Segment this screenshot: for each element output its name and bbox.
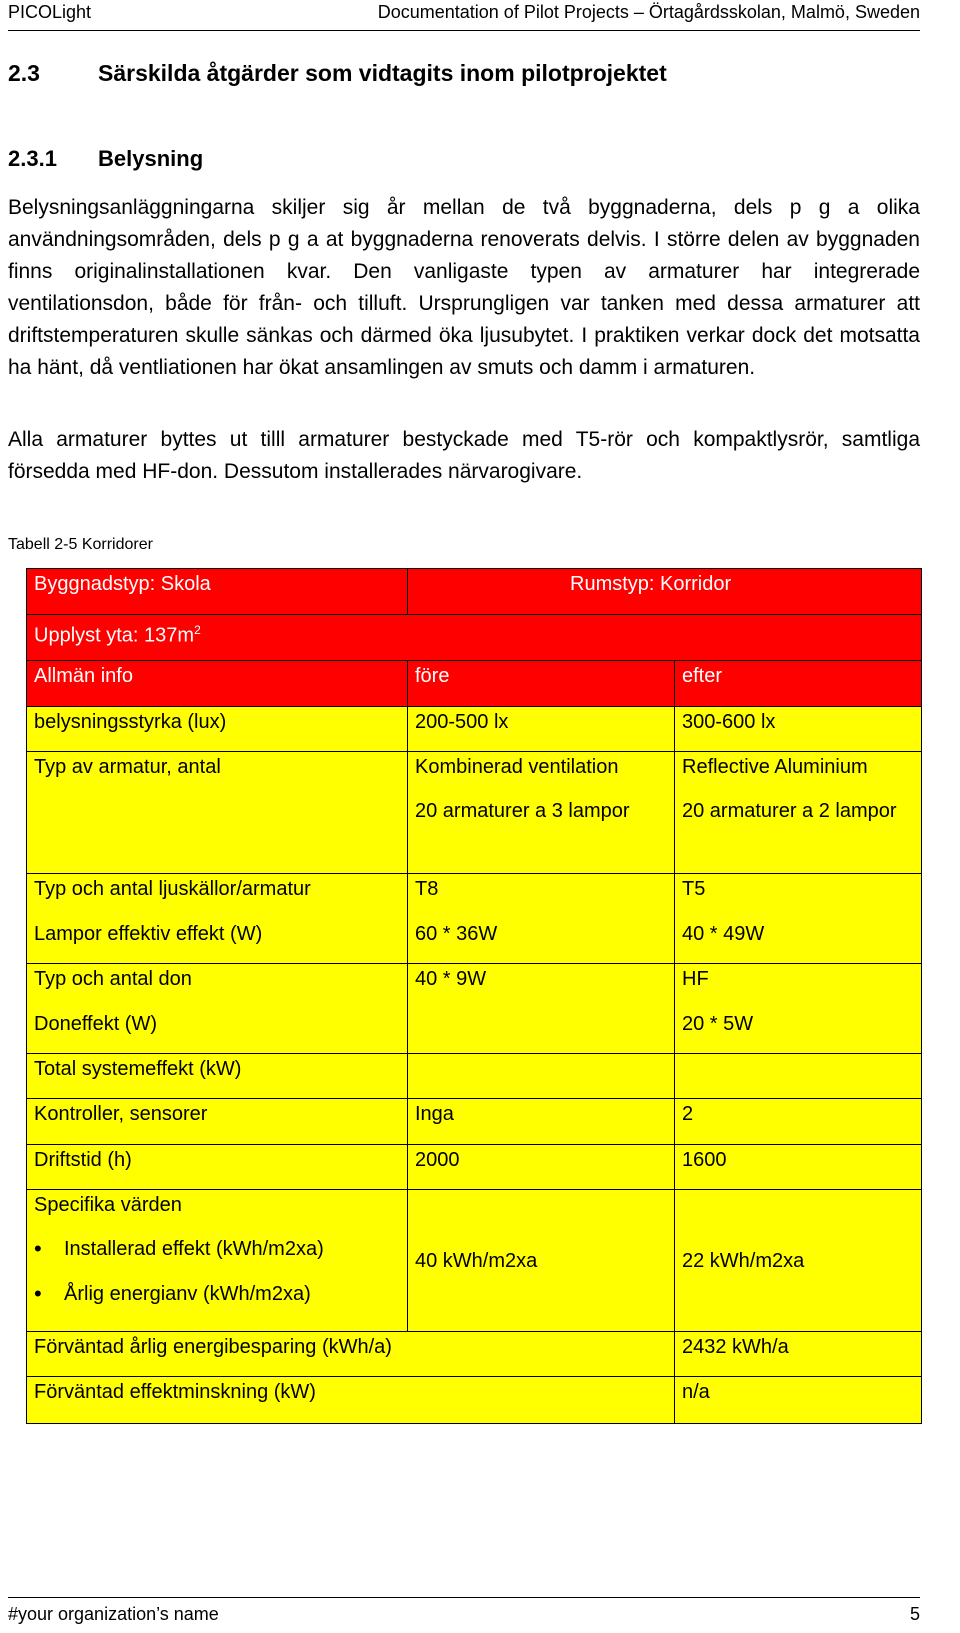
table-row bbox=[27, 1099, 922, 1145]
header-cell: efter bbox=[675, 661, 922, 707]
building-type-cell: Byggnadstyp: Skola bbox=[27, 569, 408, 615]
table-cell bbox=[27, 1190, 408, 1332]
page-number: 5 bbox=[909, 1604, 920, 1624]
table-row bbox=[27, 1332, 922, 1377]
table-cell: Inga bbox=[408, 1099, 675, 1145]
specific-bullet: • Installerad effekt (kWh/m2xa) bbox=[34, 1234, 400, 1264]
table-row bbox=[27, 1377, 922, 1424]
section-heading bbox=[8, 60, 667, 87]
header-cell: Allmän info bbox=[27, 661, 408, 707]
table-cell bbox=[408, 874, 675, 964]
table-cell: 2432 kWh/a bbox=[675, 1332, 922, 1377]
table-cell: Förväntad årlig energibesparing (kWh/a) bbox=[27, 1332, 675, 1377]
paragraph-2: Alla armaturer byttes ut tilll armaturer bestyckade med T5-rör och kompaktlysrör, samtliga försedda med HF-don. Dessutom installerades närvarogivare. bbox=[8, 428, 920, 483]
table-cell: 300-600 lx bbox=[675, 707, 922, 752]
table-cell: Kontroller, sensorer bbox=[27, 1099, 408, 1145]
table-cell bbox=[27, 874, 408, 964]
lamp-before-type: T8 bbox=[415, 878, 439, 900]
table-cell bbox=[675, 964, 922, 1054]
specific-bullet: • Årlig energianv (kWh/m2xa) bbox=[34, 1279, 400, 1309]
section-number: 2.3 bbox=[8, 60, 40, 86]
footer-left: #your organization’s name bbox=[8, 1604, 219, 1624]
table-row bbox=[27, 1054, 922, 1099]
table-cell: 40 kWh/m2xa bbox=[408, 1190, 675, 1332]
table-cell bbox=[675, 1054, 922, 1099]
table-cell: Total systemeffekt (kW) bbox=[27, 1054, 408, 1099]
table-cell: 22 kWh/m2xa bbox=[675, 1190, 922, 1332]
section-title: Särskilda åtgärder som vidtagits inom pilotprojektet bbox=[98, 60, 667, 86]
lamp-type-label: Typ och antal ljuskällor/armatur bbox=[34, 878, 311, 900]
fixture-after-count: 20 armaturer a 2 lampor bbox=[682, 800, 897, 822]
fixture-before-type: Kombinerad ventilation bbox=[415, 756, 619, 778]
table-cell: 2 bbox=[675, 1099, 922, 1145]
subsection-heading bbox=[8, 146, 203, 172]
table-cell bbox=[675, 752, 922, 874]
table-row bbox=[27, 615, 922, 661]
table-cell: Driftstid (h) bbox=[27, 1145, 408, 1190]
header-right: Documentation of Pilot Projects – Örtagårdsskolan, Malmö, Sweden bbox=[377, 2, 920, 22]
table-cell: Förväntad effektminskning (kW) bbox=[27, 1377, 675, 1424]
room-type-cell: Rumstyp: Korridor bbox=[408, 569, 922, 615]
header-cell: före bbox=[408, 661, 675, 707]
table-cell: n/a bbox=[675, 1377, 922, 1424]
paragraph-1: Belysningsanläggningarna skiljer sig år mellan de två byggnaderna, dels p g a olika användningsområden, dels p g a at byggnaderna renoverats delvis. I större delen av byggnaden finns originalinstallationen kvar. Den vanligaste typen av armaturer har integrerade ventilationsdon, både för från- och tilluft. Ursprungligen var tanken med dessa armaturer att driftstemperaturen skulle sänkas och därmed öka ljusubytet. I praktiken verkar dock det motsatta ha hänt, då ventliationen har ökat ansamlingen av smuts och damm i armaturen. bbox=[8, 196, 920, 379]
table-cell: 1600 bbox=[675, 1145, 922, 1190]
header-left: PICOLight bbox=[8, 2, 92, 22]
table-cell: 200-500 lx bbox=[408, 707, 675, 752]
table-row bbox=[27, 661, 922, 707]
subsection-title: Belysning bbox=[98, 146, 204, 171]
fixture-after-type: Reflective Aluminium bbox=[682, 756, 868, 778]
table-cell: belysningsstyrka (lux) bbox=[27, 707, 408, 752]
table-cell bbox=[408, 752, 675, 874]
table-caption: Tabell 2-5 Korridorer bbox=[8, 536, 153, 553]
table-cell bbox=[27, 964, 408, 1054]
table-cell bbox=[408, 1054, 675, 1099]
table-row bbox=[27, 707, 922, 752]
table-row bbox=[27, 1145, 922, 1190]
lamp-after-type: T5 bbox=[682, 878, 706, 900]
table-row bbox=[27, 1190, 922, 1332]
lamp-power-label: Lampor effektiv effekt (W) bbox=[34, 923, 263, 945]
area-cell bbox=[27, 615, 922, 661]
ballast-power-label: Doneffekt (W) bbox=[34, 1013, 157, 1035]
table-cell: Typ av armatur, antal bbox=[27, 752, 408, 874]
area-sup: 2 bbox=[194, 623, 201, 637]
fixture-before-count: 20 armaturer a 3 lampor bbox=[415, 800, 630, 822]
table-cell: 2000 bbox=[408, 1145, 675, 1190]
ballast-type-label: Typ och antal don bbox=[34, 968, 192, 990]
page-header bbox=[8, 0, 920, 31]
subsection-number: 2.3.1 bbox=[8, 146, 57, 171]
table-cell bbox=[675, 874, 922, 964]
table-row bbox=[27, 569, 922, 615]
ballast-after-type: HF bbox=[682, 968, 709, 990]
table-row bbox=[27, 964, 922, 1054]
lamp-after-power: 40 * 49W bbox=[682, 923, 765, 945]
lamp-before-power: 60 * 36W bbox=[415, 923, 498, 945]
page-footer bbox=[8, 1597, 920, 1624]
data-table bbox=[26, 568, 922, 1424]
area-label: Upplyst yta: 137m bbox=[34, 624, 195, 647]
ballast-after-power: 20 * 5W bbox=[682, 1013, 754, 1035]
specific-label: Specifika värden bbox=[34, 1194, 182, 1216]
table-row bbox=[27, 874, 922, 964]
table-cell: 40 * 9W bbox=[408, 964, 675, 1054]
table-row bbox=[27, 752, 922, 874]
